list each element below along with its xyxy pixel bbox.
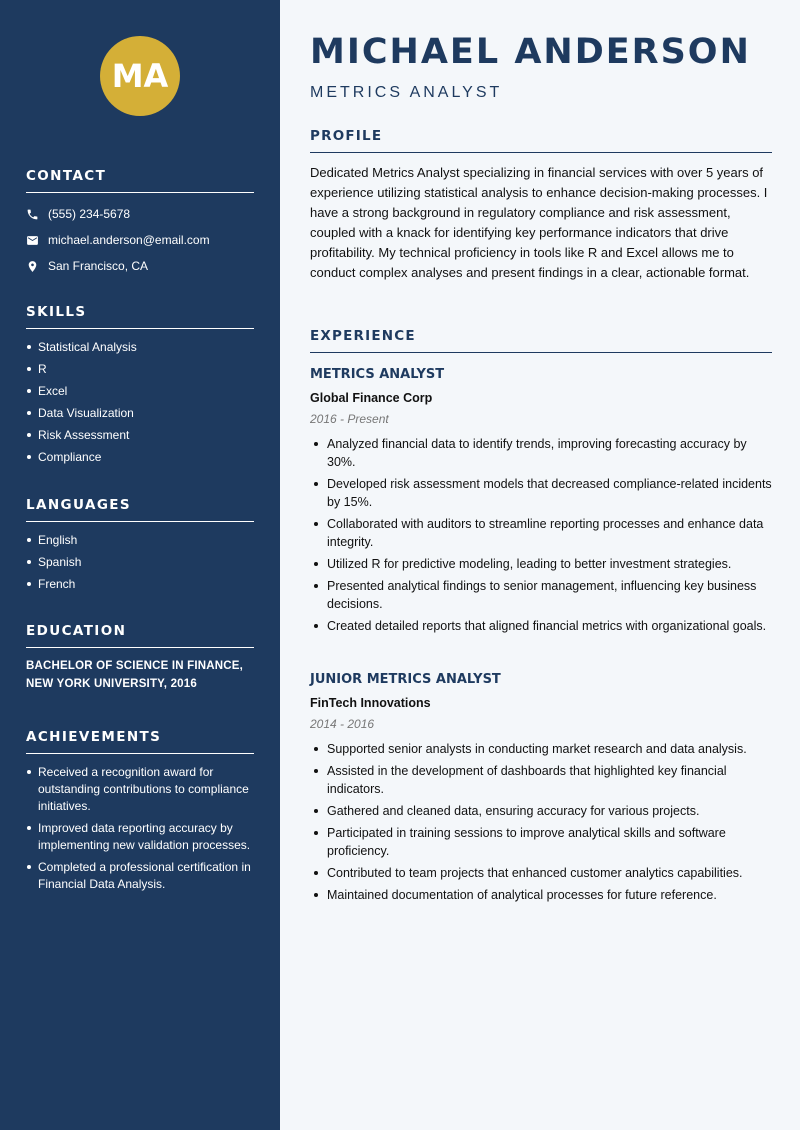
list-item: Participated in training sessions to improve analytical skills and software proficiency. <box>310 824 772 860</box>
list-item: Supported senior analysts in conducting market research and data analysis. <box>310 740 772 758</box>
job-entry <box>310 366 772 639</box>
sidebar <box>0 0 280 1130</box>
list-item: Excel <box>26 383 254 400</box>
list-item: Analyzed financial data to identify trends, improving forecasting accuracy by 30%. <box>310 435 772 471</box>
achievements-heading: ACHIEVEMENTS <box>26 729 254 754</box>
mail-icon <box>26 234 39 247</box>
contact-email[interactable] <box>26 227 254 253</box>
languages-heading: LANGUAGES <box>26 497 254 522</box>
education-section <box>26 623 254 693</box>
job-bullets <box>310 435 772 635</box>
profile-text: Dedicated Metrics Analyst specializing in financial services with over 5 years of experience utilizing statistical analysis to enhance decision-making processes. I have a strong background in regulatory compliance and risk assessment, coupled with a knack for identifying key performance indicators that drive profitability. My technical proficiency in tools like R and Excel allows me to conduct complex analyses and present findings in a clear, actionable format. <box>310 165 768 280</box>
list-item: Data Visualization <box>26 405 254 422</box>
education-entry <box>26 657 254 693</box>
list-item: Statistical Analysis <box>26 339 254 356</box>
avatar: MA <box>100 36 180 116</box>
education-heading: EDUCATION <box>26 623 254 648</box>
list-item: Developed risk assessment models that decreased compliance-related incidents by 15%. <box>310 475 772 511</box>
contact-location <box>26 253 254 279</box>
list-item: Maintained documentation of analytical processes for future reference. <box>310 886 772 904</box>
candidate-name: MICHAEL ANDERSON <box>310 32 751 72</box>
list-item: Spanish <box>26 554 254 571</box>
job-dates: 2016 - Present <box>310 412 389 426</box>
profile-heading: PROFILE <box>310 128 772 153</box>
education-degree: BACHELOR OF SCIENCE IN FINANCE, <box>26 660 244 672</box>
job-dates: 2014 - 2016 <box>310 717 375 731</box>
list-item: English <box>26 532 254 549</box>
achievements-section <box>26 729 254 898</box>
job-company: FinTech Innovations <box>310 696 431 710</box>
list-item: French <box>26 576 254 593</box>
email-text: michael.anderson@email.com <box>48 233 210 247</box>
skills-list <box>26 339 254 466</box>
phone-text: (555) 234-5678 <box>48 207 131 221</box>
contact-section <box>26 168 254 279</box>
job-company: Global Finance Corp <box>310 391 433 405</box>
contact-heading: CONTACT <box>26 168 254 193</box>
location-text: San Francisco, CA <box>48 259 149 273</box>
list-item: Risk Assessment <box>26 427 254 444</box>
list-item: Collaborated with auditors to streamline reporting processes and enhance data integrity. <box>310 515 772 551</box>
job-title: METRICS ANALYST <box>310 367 445 382</box>
list-item: Improved data reporting accuracy by implementing new validation processes. <box>26 820 254 854</box>
list-item: Completed a professional certification in Financial Data Analysis. <box>26 859 254 893</box>
list-item: Created detailed reports that aligned financial metrics with organizational goals. <box>310 617 772 635</box>
list-item: Contributed to team projects that enhanced customer analytics capabilities. <box>310 864 772 882</box>
list-item: Presented analytical findings to senior management, influencing key business decisions. <box>310 577 772 613</box>
job-title: JUNIOR METRICS ANALYST <box>310 672 501 687</box>
skills-heading: SKILLS <box>26 304 254 329</box>
list-item: Gathered and cleaned data, ensuring accuracy for various projects. <box>310 802 772 820</box>
languages-list <box>26 532 254 593</box>
list-item: Received a recognition award for outstanding contributions to compliance initiatives. <box>26 764 254 815</box>
achievements-list <box>26 764 254 893</box>
education-school: NEW YORK UNIVERSITY, 2016 <box>26 678 197 690</box>
contact-phone[interactable] <box>26 201 254 227</box>
job-bullets <box>310 740 772 904</box>
candidate-title: METRICS ANALYST <box>310 84 503 101</box>
job-entry <box>310 671 772 908</box>
skills-section <box>26 304 254 471</box>
experience-heading: EXPERIENCE <box>310 328 772 353</box>
phone-icon <box>26 208 39 221</box>
list-item: Assisted in the development of dashboards that highlighted key financial indicators. <box>310 762 772 798</box>
list-item: R <box>26 361 254 378</box>
list-item: Utilized R for predictive modeling, leading to better investment strategies. <box>310 555 772 573</box>
location-pin-icon <box>26 260 39 273</box>
languages-section <box>26 497 254 598</box>
list-item: Compliance <box>26 449 254 466</box>
